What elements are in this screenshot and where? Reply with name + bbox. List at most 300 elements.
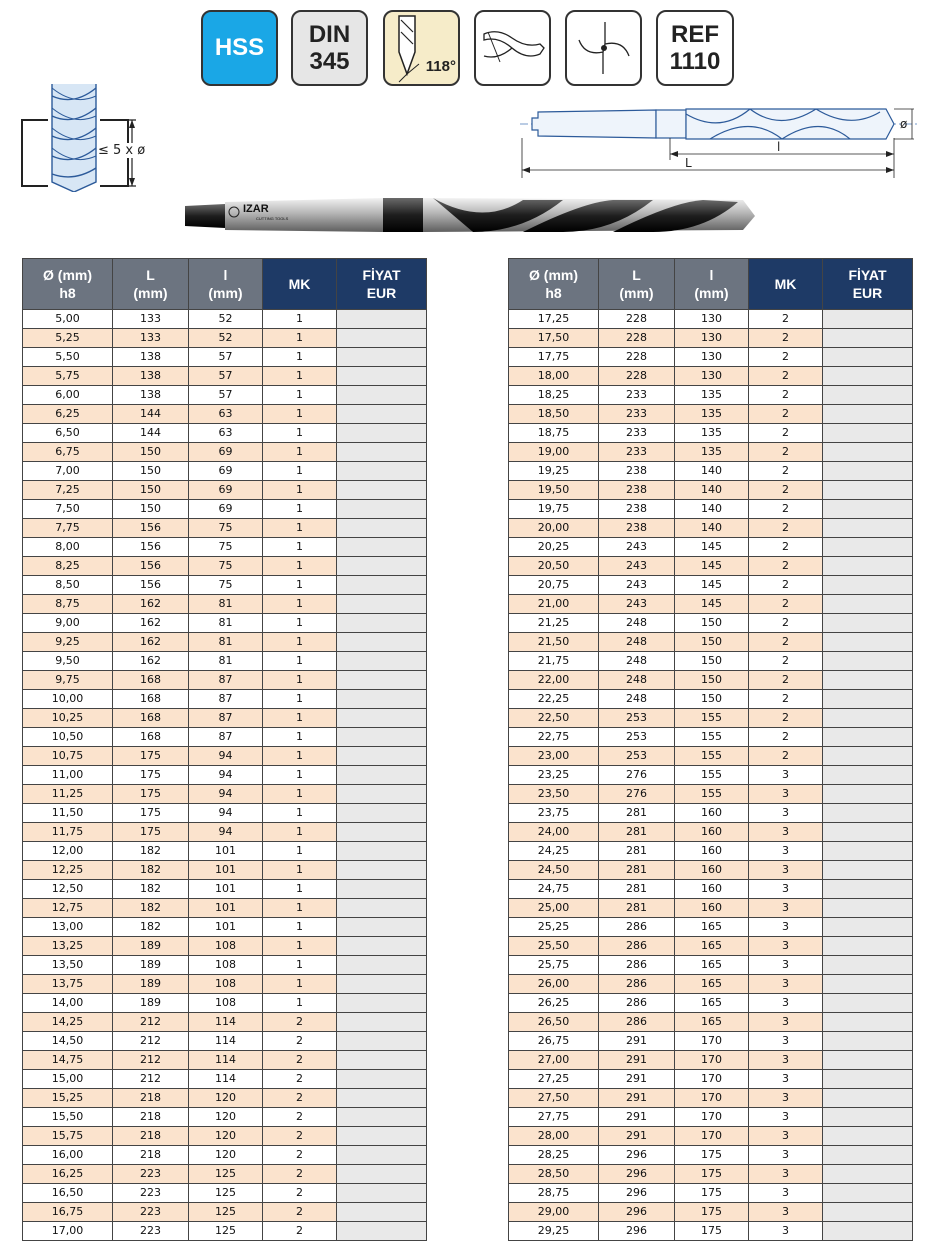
cell-diameter: 28,25 xyxy=(509,1146,599,1165)
cell-length-total: 175 xyxy=(113,747,189,766)
cell-length-flute: 150 xyxy=(675,633,749,652)
table-row xyxy=(23,956,427,975)
cell-price xyxy=(823,728,913,747)
cell-mk: 2 xyxy=(263,1222,337,1241)
cell-diameter: 23,50 xyxy=(509,785,599,804)
cell-length-flute: 81 xyxy=(189,614,263,633)
cell-price xyxy=(337,519,427,538)
table-row xyxy=(509,1146,913,1165)
cell-mk: 1 xyxy=(263,386,337,405)
table-row xyxy=(23,671,427,690)
cell-length-flute: 145 xyxy=(675,576,749,595)
cell-length-total: 243 xyxy=(599,576,675,595)
cell-mk: 3 xyxy=(749,956,823,975)
cell-length-total: 133 xyxy=(113,329,189,348)
cell-length-flute: 108 xyxy=(189,937,263,956)
cell-length-flute: 57 xyxy=(189,367,263,386)
table-row xyxy=(509,443,913,462)
cell-length-total: 150 xyxy=(113,462,189,481)
cell-length-flute: 114 xyxy=(189,1013,263,1032)
cell-mk: 1 xyxy=(263,918,337,937)
cell-diameter: 23,25 xyxy=(509,766,599,785)
cell-mk: 2 xyxy=(749,747,823,766)
cell-price xyxy=(823,405,913,424)
cell-length-flute: 63 xyxy=(189,405,263,424)
cell-length-flute: 114 xyxy=(189,1070,263,1089)
cell-length-flute: 81 xyxy=(189,633,263,652)
table-row xyxy=(23,1013,427,1032)
cell-diameter: 13,25 xyxy=(23,937,113,956)
cell-length-flute: 125 xyxy=(189,1222,263,1241)
cell-length-flute: 69 xyxy=(189,443,263,462)
cell-price xyxy=(823,994,913,1013)
table-row xyxy=(509,1070,913,1089)
cell-mk: 1 xyxy=(263,709,337,728)
cell-mk: 1 xyxy=(263,766,337,785)
cell-length-total: 286 xyxy=(599,937,675,956)
table-row xyxy=(23,367,427,386)
cell-mk: 1 xyxy=(263,424,337,443)
cell-mk: 3 xyxy=(749,1146,823,1165)
cell-length-flute: 69 xyxy=(189,481,263,500)
cell-price xyxy=(823,443,913,462)
cell-length-total: 182 xyxy=(113,861,189,880)
cell-price xyxy=(823,1108,913,1127)
cell-mk: 3 xyxy=(749,975,823,994)
cell-mk: 2 xyxy=(749,728,823,747)
cell-price xyxy=(823,1165,913,1184)
cell-mk: 3 xyxy=(749,1165,823,1184)
brand-subtitle: CUTTING TOOLS xyxy=(256,216,289,221)
cell-price xyxy=(337,614,427,633)
cell-price xyxy=(823,671,913,690)
cell-length-flute: 130 xyxy=(675,310,749,329)
cell-length-total: 138 xyxy=(113,348,189,367)
cell-length-flute: 140 xyxy=(675,519,749,538)
cell-mk: 2 xyxy=(749,538,823,557)
table-row xyxy=(509,576,913,595)
cell-length-total: 291 xyxy=(599,1108,675,1127)
table-row xyxy=(509,766,913,785)
cell-length-total: 182 xyxy=(113,880,189,899)
cell-length-flute: 140 xyxy=(675,462,749,481)
cell-price xyxy=(337,690,427,709)
cell-diameter: 8,75 xyxy=(23,595,113,614)
cell-length-total: 276 xyxy=(599,785,675,804)
cell-length-flute: 135 xyxy=(675,424,749,443)
table-row xyxy=(23,1089,427,1108)
cell-length-total: 189 xyxy=(113,975,189,994)
cell-mk: 1 xyxy=(263,405,337,424)
table-row xyxy=(509,500,913,519)
cell-diameter: 15,00 xyxy=(23,1070,113,1089)
cell-price xyxy=(823,310,913,329)
cell-mk: 2 xyxy=(749,329,823,348)
cell-length-total: 286 xyxy=(599,975,675,994)
cell-price xyxy=(823,823,913,842)
material-label: HSS xyxy=(214,34,265,61)
cell-price xyxy=(337,1070,427,1089)
cell-price xyxy=(337,652,427,671)
cell-diameter: 5,25 xyxy=(23,329,113,348)
cell-length-total: 168 xyxy=(113,728,189,747)
cross-section-badge xyxy=(565,10,642,86)
cell-diameter: 18,00 xyxy=(509,367,599,386)
header-length-total: L (mm) xyxy=(599,259,675,310)
cell-price xyxy=(823,975,913,994)
table-row xyxy=(509,405,913,424)
cell-diameter: 21,00 xyxy=(509,595,599,614)
cell-length-total: 150 xyxy=(113,443,189,462)
cell-diameter: 7,50 xyxy=(23,500,113,519)
cell-mk: 1 xyxy=(263,823,337,842)
cell-diameter: 9,00 xyxy=(23,614,113,633)
cell-diameter: 25,00 xyxy=(509,899,599,918)
cell-mk: 3 xyxy=(749,823,823,842)
cell-length-total: 243 xyxy=(599,557,675,576)
table-row xyxy=(23,424,427,443)
cell-diameter: 14,50 xyxy=(23,1032,113,1051)
cell-length-total: 228 xyxy=(599,367,675,386)
table-row xyxy=(23,481,427,500)
cell-price xyxy=(337,500,427,519)
cell-mk: 2 xyxy=(263,1032,337,1051)
cell-length-total: 212 xyxy=(113,1070,189,1089)
cell-length-total: 150 xyxy=(113,481,189,500)
cell-price xyxy=(823,899,913,918)
cell-price xyxy=(823,538,913,557)
cell-price xyxy=(823,690,913,709)
table-row xyxy=(509,1127,913,1146)
table-row xyxy=(509,804,913,823)
cell-length-flute: 175 xyxy=(675,1165,749,1184)
cell-mk: 1 xyxy=(263,747,337,766)
cell-diameter: 24,75 xyxy=(509,880,599,899)
table-row xyxy=(23,690,427,709)
cell-length-total: 133 xyxy=(113,310,189,329)
cell-length-total: 233 xyxy=(599,443,675,462)
cell-diameter: 8,25 xyxy=(23,557,113,576)
cell-length-total: 281 xyxy=(599,823,675,842)
cell-mk: 2 xyxy=(263,1127,337,1146)
cell-length-total: 162 xyxy=(113,633,189,652)
cell-diameter: 6,75 xyxy=(23,443,113,462)
cell-mk: 1 xyxy=(263,994,337,1013)
cell-length-flute: 155 xyxy=(675,747,749,766)
cell-diameter: 27,25 xyxy=(509,1070,599,1089)
cell-length-flute: 160 xyxy=(675,899,749,918)
cell-price xyxy=(337,367,427,386)
cell-length-flute: 150 xyxy=(675,690,749,709)
cell-length-flute: 160 xyxy=(675,880,749,899)
cell-price xyxy=(337,1165,427,1184)
cell-mk: 1 xyxy=(263,462,337,481)
cell-diameter: 9,75 xyxy=(23,671,113,690)
cell-mk: 3 xyxy=(749,1032,823,1051)
cell-price xyxy=(337,1013,427,1032)
cell-length-total: 281 xyxy=(599,804,675,823)
cell-length-flute: 175 xyxy=(675,1184,749,1203)
cell-diameter: 13,75 xyxy=(23,975,113,994)
cell-price xyxy=(823,804,913,823)
cell-mk: 3 xyxy=(749,785,823,804)
table-row xyxy=(23,804,427,823)
table-row xyxy=(23,785,427,804)
table-row xyxy=(509,1013,913,1032)
cell-length-total: 286 xyxy=(599,918,675,937)
cell-price xyxy=(337,823,427,842)
cell-price xyxy=(337,880,427,899)
cell-length-total: 286 xyxy=(599,956,675,975)
cell-price xyxy=(337,1127,427,1146)
cell-length-total: 291 xyxy=(599,1070,675,1089)
cell-length-flute: 165 xyxy=(675,975,749,994)
cell-length-flute: 150 xyxy=(675,671,749,690)
table-row xyxy=(23,1146,427,1165)
cell-price xyxy=(823,386,913,405)
cell-length-flute: 165 xyxy=(675,1013,749,1032)
cell-length-flute: 175 xyxy=(675,1146,749,1165)
cell-mk: 1 xyxy=(263,975,337,994)
cell-diameter: 10,75 xyxy=(23,747,113,766)
table-row xyxy=(23,842,427,861)
cell-mk: 2 xyxy=(263,1070,337,1089)
cell-length-flute: 165 xyxy=(675,918,749,937)
cell-length-flute: 140 xyxy=(675,481,749,500)
cell-mk: 1 xyxy=(263,956,337,975)
cell-length-flute: 94 xyxy=(189,766,263,785)
table-row xyxy=(509,747,913,766)
table-row xyxy=(23,937,427,956)
cell-length-total: 189 xyxy=(113,994,189,1013)
table-row xyxy=(509,1032,913,1051)
cell-mk: 1 xyxy=(263,937,337,956)
cell-price xyxy=(337,994,427,1013)
cell-diameter: 24,50 xyxy=(509,861,599,880)
cell-length-flute: 155 xyxy=(675,766,749,785)
table-row xyxy=(509,785,913,804)
cell-length-flute: 165 xyxy=(675,937,749,956)
cell-mk: 2 xyxy=(749,633,823,652)
drill-flute-icon xyxy=(478,18,548,78)
cell-price xyxy=(823,709,913,728)
cell-length-total: 212 xyxy=(113,1032,189,1051)
cell-diameter: 24,00 xyxy=(509,823,599,842)
cell-length-total: 182 xyxy=(113,842,189,861)
cell-length-flute: 170 xyxy=(675,1089,749,1108)
table-row xyxy=(23,823,427,842)
cell-mk: 1 xyxy=(263,614,337,633)
cell-length-total: 238 xyxy=(599,500,675,519)
cell-mk: 3 xyxy=(749,766,823,785)
header-price: FİYAT EUR xyxy=(337,259,427,310)
cell-diameter: 9,50 xyxy=(23,652,113,671)
cell-length-flute: 94 xyxy=(189,747,263,766)
cell-price xyxy=(337,728,427,747)
cell-length-flute: 57 xyxy=(189,348,263,367)
cell-length-total: 233 xyxy=(599,386,675,405)
cell-length-total: 228 xyxy=(599,329,675,348)
cell-length-total: 168 xyxy=(113,690,189,709)
cell-diameter: 12,75 xyxy=(23,899,113,918)
cell-diameter: 6,00 xyxy=(23,386,113,405)
cell-price xyxy=(337,386,427,405)
cell-mk: 1 xyxy=(263,842,337,861)
ref-line1: REF xyxy=(671,21,719,48)
cell-length-total: 291 xyxy=(599,1127,675,1146)
table-row xyxy=(23,861,427,880)
cell-diameter: 13,00 xyxy=(23,918,113,937)
table-row xyxy=(509,728,913,747)
table-row xyxy=(509,880,913,899)
ref-badge xyxy=(656,10,734,86)
cell-length-flute: 94 xyxy=(189,785,263,804)
cell-diameter: 12,00 xyxy=(23,842,113,861)
cell-mk: 3 xyxy=(749,1013,823,1032)
cell-length-flute: 101 xyxy=(189,861,263,880)
table-row xyxy=(509,690,913,709)
cell-length-total: 248 xyxy=(599,671,675,690)
cell-length-total: 248 xyxy=(599,614,675,633)
cell-length-total: 296 xyxy=(599,1165,675,1184)
table-row xyxy=(509,386,913,405)
cell-length-total: 296 xyxy=(599,1222,675,1241)
cell-length-flute: 87 xyxy=(189,728,263,747)
cell-diameter: 15,25 xyxy=(23,1089,113,1108)
cell-mk: 3 xyxy=(749,1089,823,1108)
cell-mk: 1 xyxy=(263,804,337,823)
table-row xyxy=(23,500,427,519)
cell-length-total: 218 xyxy=(113,1089,189,1108)
table-row xyxy=(509,652,913,671)
cell-length-flute: 155 xyxy=(675,728,749,747)
table-row xyxy=(509,329,913,348)
cell-diameter: 23,75 xyxy=(509,804,599,823)
table-row xyxy=(23,880,427,899)
cell-price xyxy=(337,481,427,500)
cell-mk: 3 xyxy=(749,1070,823,1089)
cell-price xyxy=(823,500,913,519)
drilling-depth-diagram xyxy=(18,82,148,192)
cell-diameter: 20,00 xyxy=(509,519,599,538)
cell-price xyxy=(823,576,913,595)
cell-length-flute: 155 xyxy=(675,709,749,728)
cell-price xyxy=(823,1222,913,1241)
cell-diameter: 6,25 xyxy=(23,405,113,424)
cell-diameter: 14,75 xyxy=(23,1051,113,1070)
table-row xyxy=(23,633,427,652)
cell-diameter: 10,50 xyxy=(23,728,113,747)
table-row xyxy=(509,975,913,994)
cell-mk: 2 xyxy=(749,405,823,424)
cell-price xyxy=(337,785,427,804)
cell-length-total: 175 xyxy=(113,804,189,823)
table-row xyxy=(509,671,913,690)
table-row xyxy=(23,918,427,937)
table-row xyxy=(23,652,427,671)
cell-price xyxy=(337,557,427,576)
cell-mk: 2 xyxy=(263,1089,337,1108)
cell-mk: 1 xyxy=(263,348,337,367)
table-row xyxy=(23,462,427,481)
cell-mk: 2 xyxy=(749,348,823,367)
cell-diameter: 26,75 xyxy=(509,1032,599,1051)
cell-mk: 1 xyxy=(263,329,337,348)
cell-diameter: 13,50 xyxy=(23,956,113,975)
cell-length-total: 175 xyxy=(113,785,189,804)
cell-length-total: 291 xyxy=(599,1032,675,1051)
cell-length-flute: 145 xyxy=(675,538,749,557)
cell-diameter: 26,00 xyxy=(509,975,599,994)
cell-price xyxy=(337,671,427,690)
cell-diameter: 5,00 xyxy=(23,310,113,329)
cell-price xyxy=(823,937,913,956)
cell-length-total: 286 xyxy=(599,994,675,1013)
table-row xyxy=(509,462,913,481)
cell-length-flute: 145 xyxy=(675,595,749,614)
cell-length-total: 223 xyxy=(113,1203,189,1222)
cell-diameter: 16,50 xyxy=(23,1184,113,1203)
cell-length-flute: 170 xyxy=(675,1070,749,1089)
cell-price xyxy=(823,329,913,348)
cell-price xyxy=(337,975,427,994)
cell-mk: 2 xyxy=(263,1108,337,1127)
cell-mk: 2 xyxy=(749,557,823,576)
cell-price xyxy=(823,557,913,576)
cell-length-total: 238 xyxy=(599,519,675,538)
table-row xyxy=(509,1051,913,1070)
table-row xyxy=(23,405,427,424)
cell-length-flute: 120 xyxy=(189,1146,263,1165)
cell-mk: 2 xyxy=(263,1165,337,1184)
cell-mk: 3 xyxy=(749,804,823,823)
cell-diameter: 11,00 xyxy=(23,766,113,785)
cell-price xyxy=(337,1146,427,1165)
cell-diameter: 20,75 xyxy=(509,576,599,595)
cell-mk: 2 xyxy=(749,614,823,633)
cell-length-total: 162 xyxy=(113,652,189,671)
cell-diameter: 14,25 xyxy=(23,1013,113,1032)
table-row xyxy=(509,595,913,614)
cell-length-total: 175 xyxy=(113,766,189,785)
cell-price xyxy=(823,785,913,804)
table-row xyxy=(23,1203,427,1222)
cell-diameter: 27,75 xyxy=(509,1108,599,1127)
cell-mk: 1 xyxy=(263,671,337,690)
cell-length-total: 253 xyxy=(599,728,675,747)
dim-l-label: l xyxy=(777,140,781,154)
cell-price xyxy=(337,956,427,975)
cell-diameter: 7,25 xyxy=(23,481,113,500)
table-row xyxy=(509,861,913,880)
cell-mk: 1 xyxy=(263,538,337,557)
cell-price xyxy=(337,538,427,557)
table-row xyxy=(509,538,913,557)
cell-length-flute: 160 xyxy=(675,804,749,823)
cell-length-flute: 160 xyxy=(675,842,749,861)
cell-mk: 1 xyxy=(263,880,337,899)
cell-length-total: 189 xyxy=(113,937,189,956)
table-row xyxy=(23,1184,427,1203)
cell-length-flute: 87 xyxy=(189,671,263,690)
cell-price xyxy=(823,633,913,652)
header-mk: MK xyxy=(749,259,823,310)
cell-length-flute: 120 xyxy=(189,1108,263,1127)
header-price: FİYAT EUR xyxy=(823,259,913,310)
cell-diameter: 8,50 xyxy=(23,576,113,595)
cell-length-flute: 75 xyxy=(189,519,263,538)
cell-price xyxy=(337,405,427,424)
